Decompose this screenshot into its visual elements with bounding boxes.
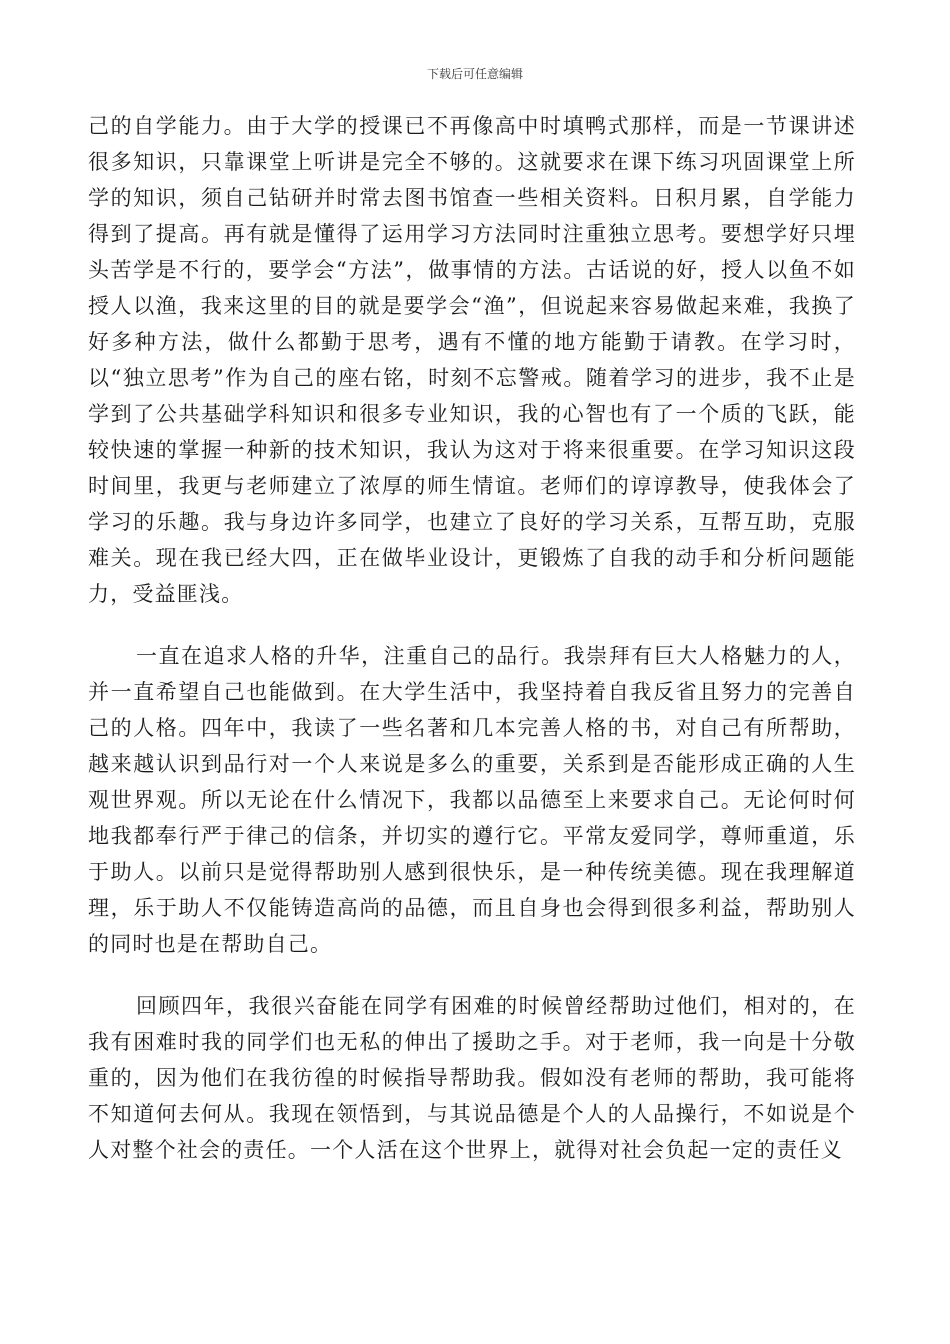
- paragraph-review: 回顾四年，我很兴奋能在同学有困难的时候曾经帮助过他们，相对的，在我有困难时我的同学们也无私的伸出了援助之手。对于老师，我一向是十分敬重的，因为他们在我彷徨的时候指导帮助我。假如没有老师的帮助，我可能将不知道何去何从。我现在领悟到，与其说品德是个人的人品操行，不如说是个人对整个社会的责任。一个人活在这个世界上，就得对社会负起一定的责任义: [88, 994, 856, 1162]
- document-body: [88, 108, 856, 1194]
- paragraph-character: 一直在追求人格的升华，注重自己的品行。我崇拜有巨大人格魅力的人，并一直希望自己也能做到。在大学生活中，我坚持着自我反省且努力的完善自己的人格。四年中，我读了一些名著和几本完善人格的书，对自己有所帮助，越来越认识到品行对一个人来说是多么的重要，关系到是否能形成正确的人生观世界观。所以无论在什么情况下，我都以品德至上来要求自己。无论何时何地我都奉行严于律己的信条，并切实的遵行它。平常友爱同学，尊师重道，乐于助人。以前只是觉得帮助别人感到很快乐，是一种传统美德。现在我理解道理，乐于助人不仅能铸造高尚的品德，而且自身也会得到很多利益，帮助别人的同时也是在帮助自己。: [88, 644, 856, 956]
- paragraph-self-study: 己的自学能力。由于大学的授课已不再像高中时填鸭式那样，而是一节课讲述很多知识，只靠课堂上听讲是完全不够的。这就要求在课下练习巩固课堂上所学的知识，须自己钻研并时常去图书馆查一些相关资料。日积月累，自学能力得到了提高。再有就是懂得了运用学习方法同时注重独立思考。要想学好只埋头苦学是不行的，要学会“方法”，做事情的方法。古话说的好，授人以鱼不如授人以渔，我来这里的目的就是要学会“渔”，但说起来容易做起来难，我换了好多种方法，做什么都勤于思考，遇有不懂的地方能勤于请教。在学习时，以“独立思考”作为自己的座右铭，时刻不忘警戒。随着学习的进步，我不止是学到了公共基础学科知识和很多专业知识，我的心智也有了一个质的飞跃，能较快速的掌握一种新的技术知识，我认为这对于将来很重要。在学习知识这段时间里，我更与老师建立了浓厚的师生情谊。老师们的谆谆教导，使我体会了学习的乐趣。我与身边许多同学，也建立了良好的学习关系，互帮互助，克服难关。现在我已经大四，正在做毕业设计，更锻炼了自我的动手和分析问题能力，受益匪浅。: [88, 114, 856, 606]
- page-header: 下载后可任意编辑: [426, 67, 523, 81]
